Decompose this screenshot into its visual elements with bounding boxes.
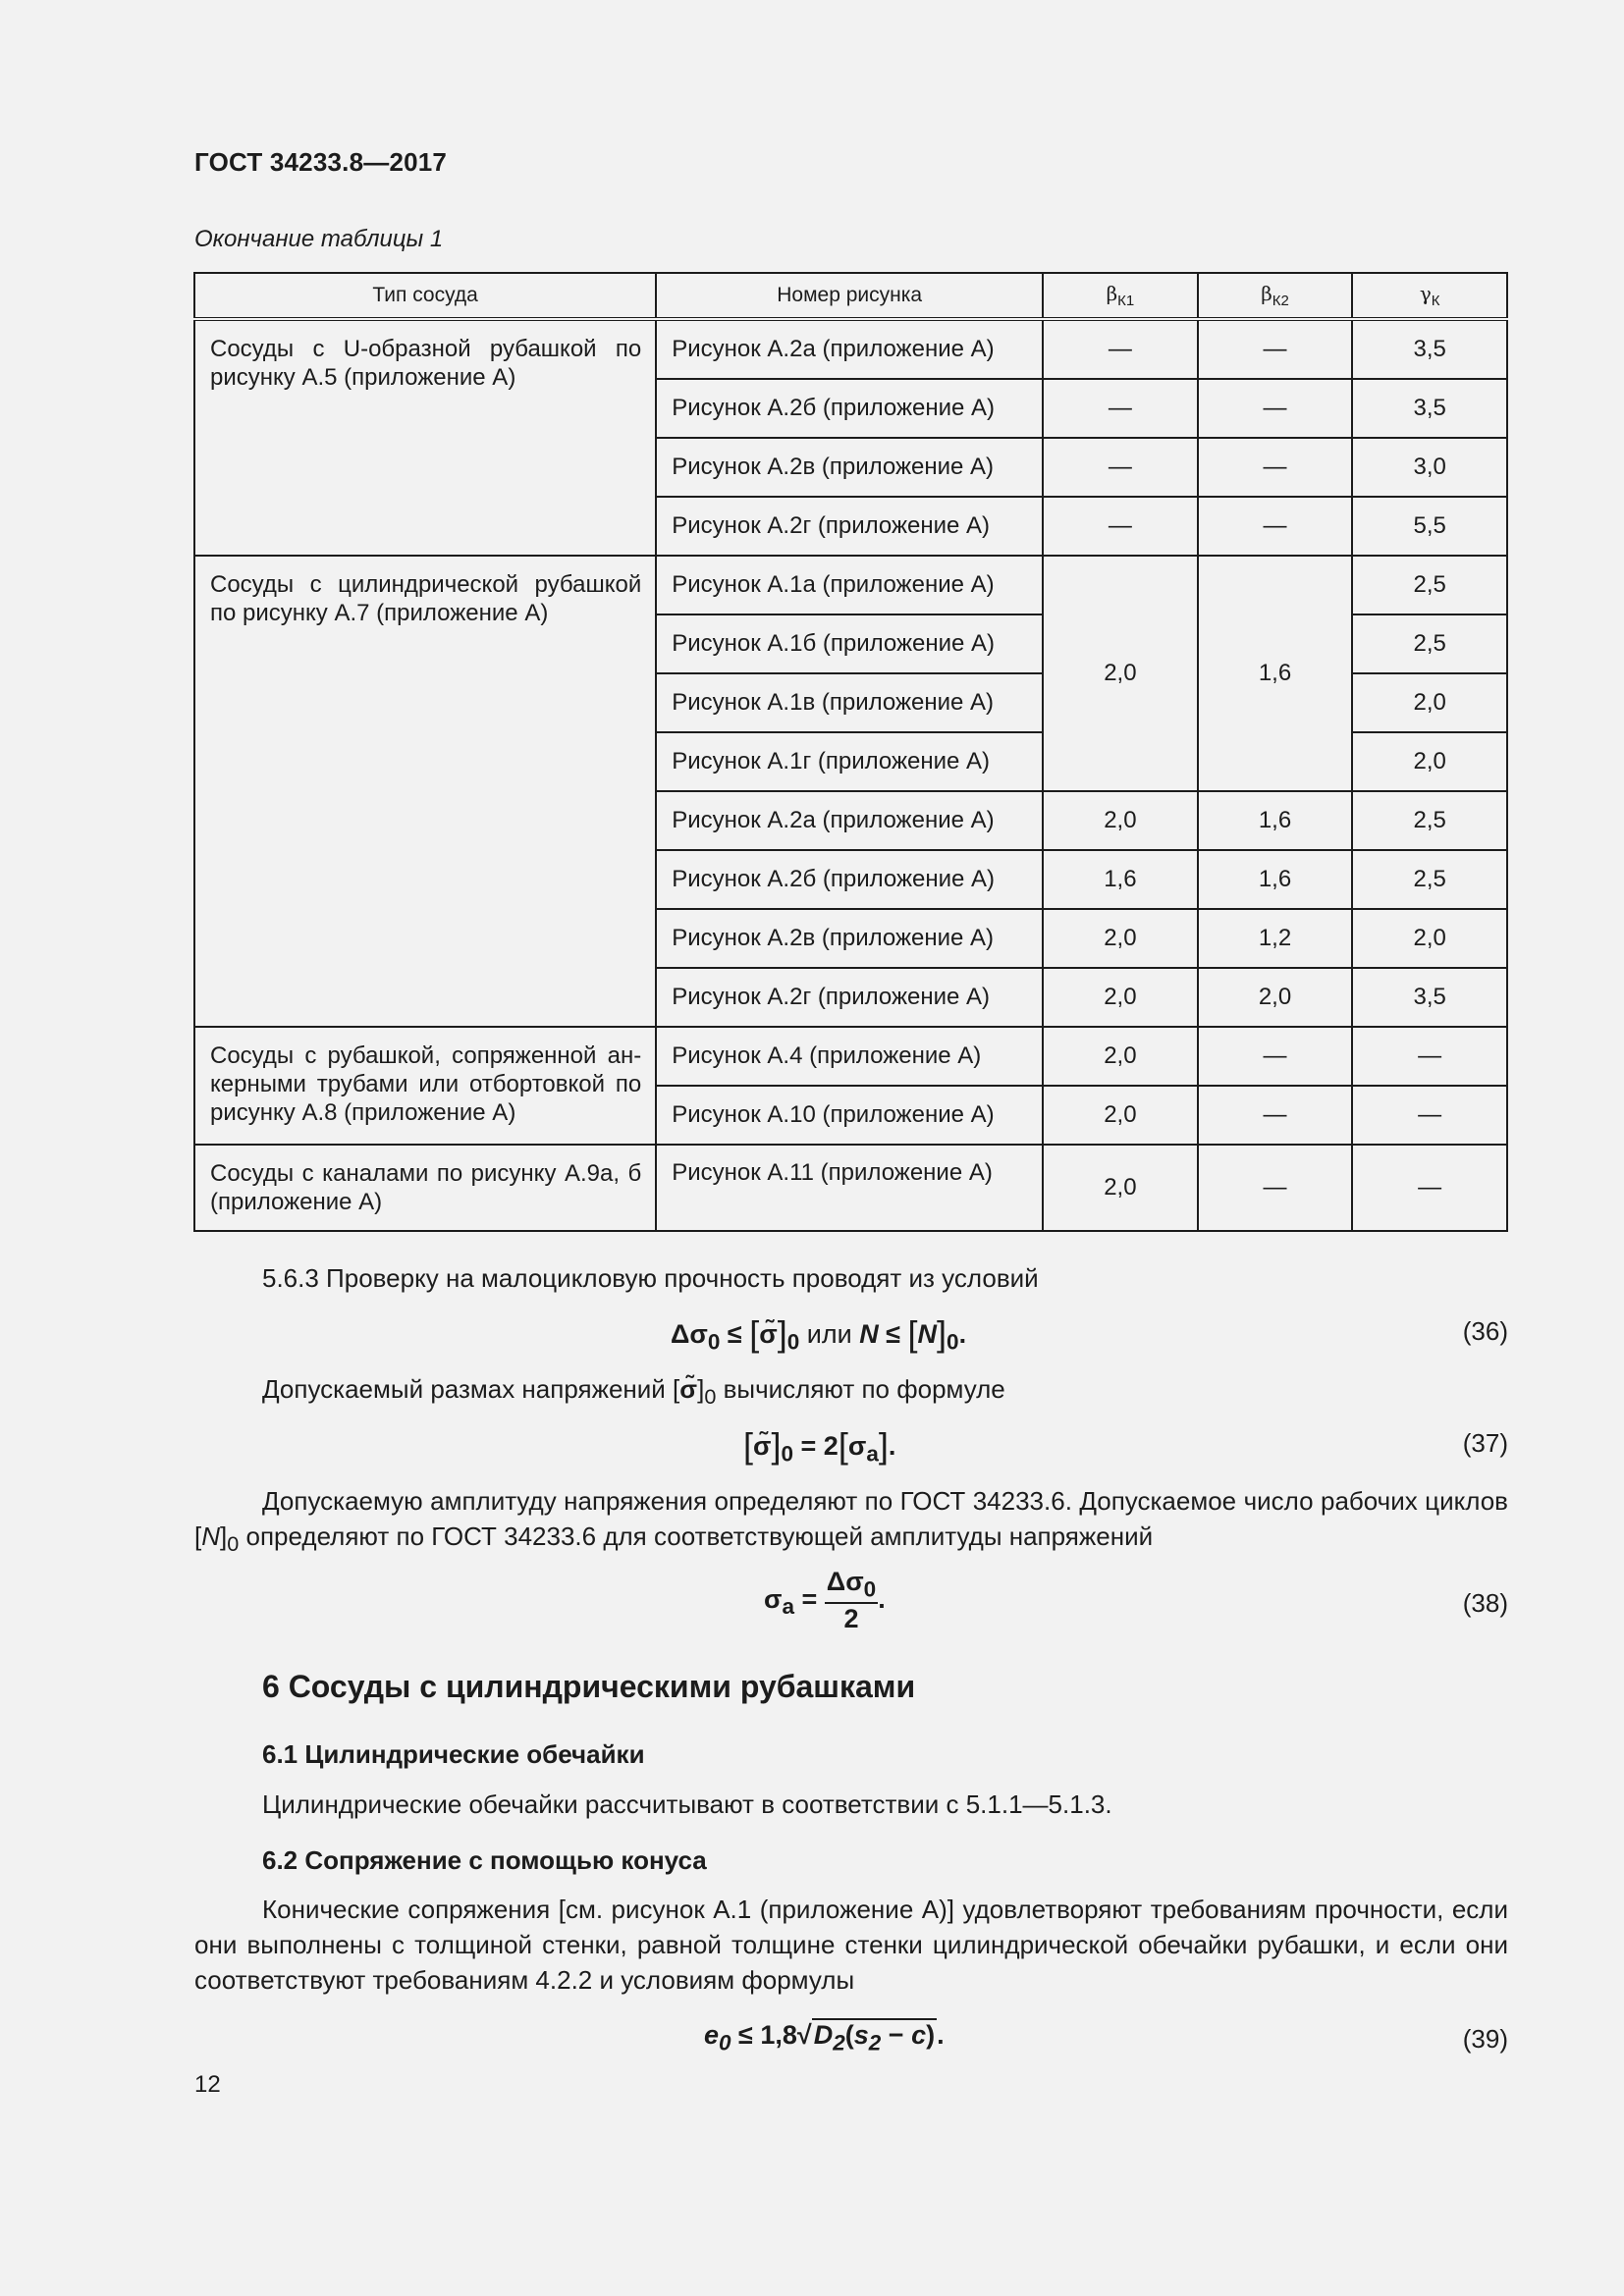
figure-cell: Рисунок А.1б (приложение А) [656, 614, 1043, 673]
beta-k1-cell: — [1043, 438, 1198, 497]
gamma-k-cell: 2,0 [1352, 909, 1507, 968]
beta-k1-cell: — [1043, 497, 1198, 556]
beta-k1-cell: 2,0 [1043, 791, 1198, 850]
gamma-k-cell: 2,0 [1352, 732, 1507, 791]
formula-39: $e_0 \le 1,8√D_2(s_2 - c)$. [704, 2020, 945, 2056]
beta-k2-cell: 1,6 [1198, 791, 1353, 850]
gamma-k-cell: 2,5 [1352, 556, 1507, 614]
section-6-heading: 6 Сосуды с цилиндрическими рубашками [262, 1669, 916, 1704]
beta-k1-cell: 2,0 [1043, 909, 1198, 968]
page-number: 12 [194, 2071, 221, 2098]
figure-cell: Рисунок А.11 (приложение А) [656, 1145, 1043, 1231]
group-channels: Сосуды с каналами по рисунку А.9а, б (приложение А) [194, 1145, 656, 1231]
beta-k1-cell: 2,0 [1043, 1086, 1198, 1145]
figure-cell: Рисунок А.2в (приложение А) [656, 909, 1043, 968]
beta-k2-cell: — [1198, 319, 1353, 379]
figure-cell: Рисунок А.1в (приложение А) [656, 673, 1043, 732]
formula-36: $\Delta\sigma_0$ ≤ $[\sigmã]_0$ или $N \le [N]_0$. [671, 1313, 967, 1355]
beta-k2-cell: — [1198, 379, 1353, 438]
paragraph-6-2: Конические сопряжения [см. рисунок А.1 (приложение А)] удовлетворяют требованиям прочности, если они выполнены с толщиной стенки, равной толщине стенки цилиндрической обечайки рубашки, и если они соответствуют требованиям 4.2.2 и условиям формулы [194, 1895, 1508, 1995]
gamma-k-cell: 2,5 [1352, 614, 1507, 673]
figure-cell: Рисунок А.1а (приложение А) [656, 556, 1043, 614]
table-row [194, 556, 1507, 614]
gamma-k-cell: 2,5 [1352, 791, 1507, 850]
beta-k2-cell: 2,0 [1198, 968, 1353, 1027]
beta-k1-cell: 2,0 [1043, 1145, 1198, 1231]
figure-cell: Рисунок А.2г (приложение А) [656, 497, 1043, 556]
group-cylindrical-jacket: Сосуды с цилиндрической рубашкой по рисунку А.7 (приложение А) [194, 556, 656, 1027]
beta-k2-cell: — [1198, 438, 1353, 497]
figure-cell: Рисунок А.4 (приложение А) [656, 1027, 1043, 1086]
group-u-jacket: Сосуды с U-образной рубашкой по рисунку А.5 (приложение А) [194, 319, 656, 556]
beta-k2-cell: — [1198, 1145, 1353, 1231]
beta-k2-cell: 1,2 [1198, 909, 1353, 968]
gamma-k-cell: 3,5 [1352, 319, 1507, 379]
figure-cell: Рисунок А.2г (приложение А) [656, 968, 1043, 1027]
col-header-figure: Номер рисунка [656, 273, 1043, 319]
table-row [194, 1027, 1507, 1086]
figure-cell: Рисунок А.2б (приложение А) [656, 850, 1043, 909]
beta-k1-cell: 2,0 [1043, 1027, 1198, 1086]
col-header-beta-k1: $\beta_{К1}$ [1043, 273, 1198, 319]
figure-cell: Рисунок А.2б (приложение А) [656, 379, 1043, 438]
gamma-k-cell: — [1352, 1086, 1507, 1145]
col-header-gamma-k: $\gamma_К$ [1352, 273, 1507, 319]
figure-cell: Рисунок А.2в (приложение А) [656, 438, 1043, 497]
paragraph-6-1: Цилиндрические обечайки рассчитывают в соответствии с 5.1.1—5.1.3. [262, 1789, 1112, 1819]
formula-38: $\sigma_a$ = $\frac{\Delta\sigma_0}{2}$ . [764, 1567, 886, 1634]
table-caption: Окончание таблицы 1 [194, 226, 444, 252]
coefficients-table [193, 272, 1508, 1232]
formula-36-number: (36) [1462, 1316, 1508, 1346]
table-row [194, 319, 1507, 379]
subsection-6-2-heading: 6.2 Сопряжение с помощью конуса [262, 1845, 707, 1875]
paragraph-amplitude: Допускаемую амплитуду напряжения определяют по ГОСТ 34233.6. Допускаемое число рабочих циклов $[N]_0$ определяют по ГОСТ 34233.6 для соответствующей амплитуды напряжений [194, 1486, 1508, 1557]
formula-39-number: (39) [1462, 2024, 1508, 2054]
table-row [194, 1145, 1507, 1231]
table-header-row [194, 273, 1507, 319]
formula-38-number: (38) [1462, 1588, 1508, 1618]
paragraph-5-6-3: 5.6.3 Проверку на малоцикловую прочность проводят из условий [262, 1263, 1039, 1293]
gamma-k-cell: 3,0 [1352, 438, 1507, 497]
beta-k1-cell: — [1043, 319, 1198, 379]
col-header-type: Тип сосуда [194, 273, 656, 319]
document-header: ГОСТ 34233.8—2017 [194, 147, 448, 177]
beta-k2-cell: — [1198, 497, 1353, 556]
beta-k2-merged-cell: 1,6 [1198, 556, 1353, 791]
beta-k1-merged-cell: 2,0 [1043, 556, 1198, 791]
group-anchor-pipes: Сосуды с рубашкой, сопряженной ан-керными трубами или отбортовкой по рисунку А.8 (приложение А) [194, 1027, 656, 1145]
col-header-beta-k2: $\beta_{К2}$ [1198, 273, 1353, 319]
gamma-k-cell: 2,5 [1352, 850, 1507, 909]
beta-k1-cell: 1,6 [1043, 850, 1198, 909]
gamma-k-cell: — [1352, 1145, 1507, 1231]
gamma-k-cell: 2,0 [1352, 673, 1507, 732]
formula-37: $[\sigmã]_0 = 2[\sigma_a]$. [743, 1425, 896, 1467]
figure-cell: Рисунок А.2а (приложение А) [656, 319, 1043, 379]
beta-k2-cell: 1,6 [1198, 850, 1353, 909]
gamma-k-cell: 3,5 [1352, 379, 1507, 438]
beta-k2-cell: — [1198, 1086, 1353, 1145]
beta-k1-cell: — [1043, 379, 1198, 438]
figure-cell: Рисунок А.10 (приложение А) [656, 1086, 1043, 1145]
figure-cell: Рисунок А.1г (приложение А) [656, 732, 1043, 791]
gamma-k-cell: — [1352, 1027, 1507, 1086]
gamma-k-cell: 3,5 [1352, 968, 1507, 1027]
paragraph-allow-range: Допускаемый размах напряжений $[\sigmã]_0$ вычисляют по формуле [262, 1374, 1005, 1410]
formula-37-number: (37) [1462, 1428, 1508, 1458]
subsection-6-1-heading: 6.1 Цилиндрические обечайки [262, 1739, 645, 1769]
beta-k2-cell: — [1198, 1027, 1353, 1086]
beta-k1-cell: 2,0 [1043, 968, 1198, 1027]
figure-cell: Рисунок А.2а (приложение А) [656, 791, 1043, 850]
gamma-k-cell: 5,5 [1352, 497, 1507, 556]
